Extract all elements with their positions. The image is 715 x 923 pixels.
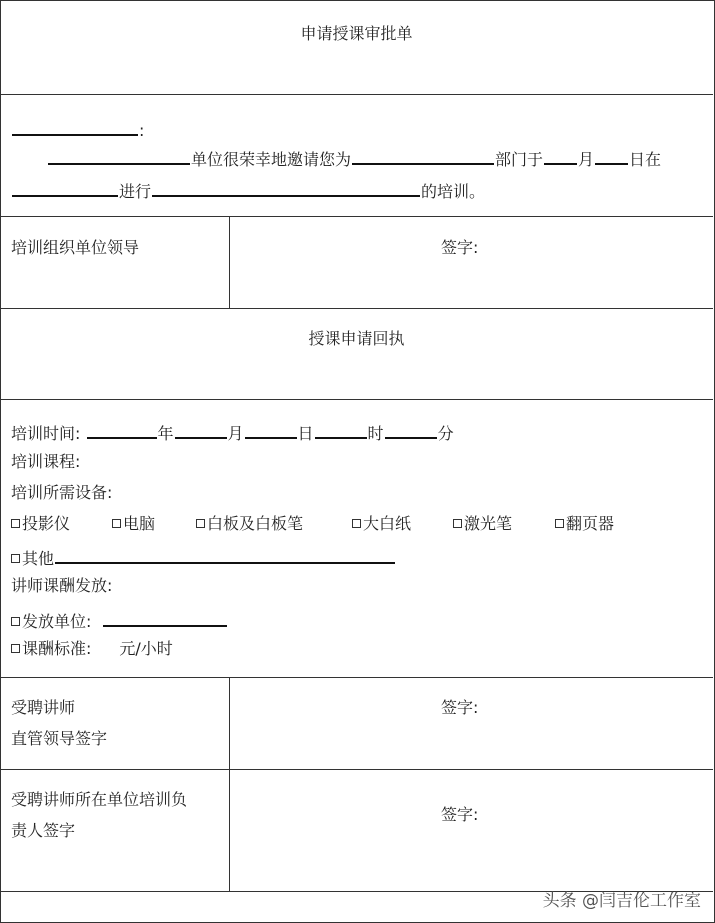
year-blank[interactable]: [87, 420, 157, 439]
month-blank[interactable]: [544, 146, 577, 165]
row-divider: [0, 308, 713, 309]
checkbox[interactable]: [11, 617, 20, 626]
row-divider: [0, 216, 713, 217]
row-divider: [0, 769, 713, 770]
checkbox[interactable]: [555, 519, 564, 528]
column-divider: [229, 677, 230, 891]
equipment-option[interactable]: 投影仪: [11, 514, 70, 534]
invite-line-1: 单位很荣幸地邀请您为 部门于 月 日在: [47, 146, 661, 170]
row-divider: [0, 94, 713, 95]
minute-blank[interactable]: [385, 420, 437, 439]
lecturer-training-signature[interactable]: 签字:: [441, 805, 479, 824]
addressee-blank[interactable]: [12, 117, 138, 136]
month-blank[interactable]: [175, 420, 227, 439]
lecturer-training-label-1: 受聘讲师所在单位培训负: [11, 790, 188, 809]
fee-unit-blank[interactable]: [103, 608, 227, 627]
day-blank[interactable]: [595, 146, 628, 165]
invite-line-2: 进行 的培训。: [11, 178, 485, 202]
hour-blank[interactable]: [315, 420, 367, 439]
other-equipment-line: 其他: [11, 545, 396, 569]
column-divider: [229, 216, 230, 308]
equipment-option[interactable]: 电脑: [112, 514, 155, 534]
fee-unit-line: 发放单位:: [11, 608, 228, 632]
course-label: 培训课程:: [11, 452, 81, 471]
day-blank[interactable]: [245, 420, 297, 439]
equipment-option[interactable]: 激光笔: [453, 514, 512, 534]
lecturer-leader-label-2: 直管领导签字: [11, 729, 108, 748]
lecturer-leader-signature[interactable]: 签字:: [441, 698, 479, 717]
lecturer-leader-label-1: 受聘讲师: [11, 698, 76, 717]
fee-standard-line: 课酬标准: 元/小时: [11, 639, 173, 659]
row-divider: [0, 677, 713, 678]
lecturer-training-label-2: 责人签字: [11, 821, 76, 840]
checkbox[interactable]: [352, 519, 361, 528]
reply-title: 授课申请回执: [308, 329, 405, 348]
equipment-option[interactable]: 翻页器: [555, 514, 614, 534]
location-blank[interactable]: [12, 178, 118, 197]
equipment-option[interactable]: 大白纸: [352, 514, 411, 534]
addressee-line: :: [11, 117, 144, 141]
checkbox[interactable]: [11, 519, 20, 528]
row-divider: [0, 399, 713, 400]
equipment-label: 培训所需设备:: [11, 483, 113, 502]
watermark: 头条 @闫吉伦工作室: [542, 891, 701, 911]
other-equipment-blank[interactable]: [55, 545, 395, 564]
checkbox[interactable]: [196, 519, 205, 528]
fee-label: 讲师课酬发放:: [11, 576, 113, 595]
org-leader-label: 培训组织单位领导: [11, 238, 140, 257]
checkbox[interactable]: [453, 519, 462, 528]
org-leader-signature[interactable]: 签字:: [441, 238, 479, 257]
checkbox[interactable]: [11, 644, 20, 653]
checkbox[interactable]: [11, 554, 20, 563]
department-blank[interactable]: [352, 146, 494, 165]
checkbox[interactable]: [112, 519, 121, 528]
training-topic-blank[interactable]: [152, 178, 420, 197]
equipment-option[interactable]: 白板及白板笔: [196, 514, 303, 534]
unit-blank[interactable]: [48, 146, 190, 165]
form-title: 申请授课审批单: [300, 24, 413, 43]
training-time-line: 培训时间: 年 月 日 时 分: [11, 420, 454, 444]
